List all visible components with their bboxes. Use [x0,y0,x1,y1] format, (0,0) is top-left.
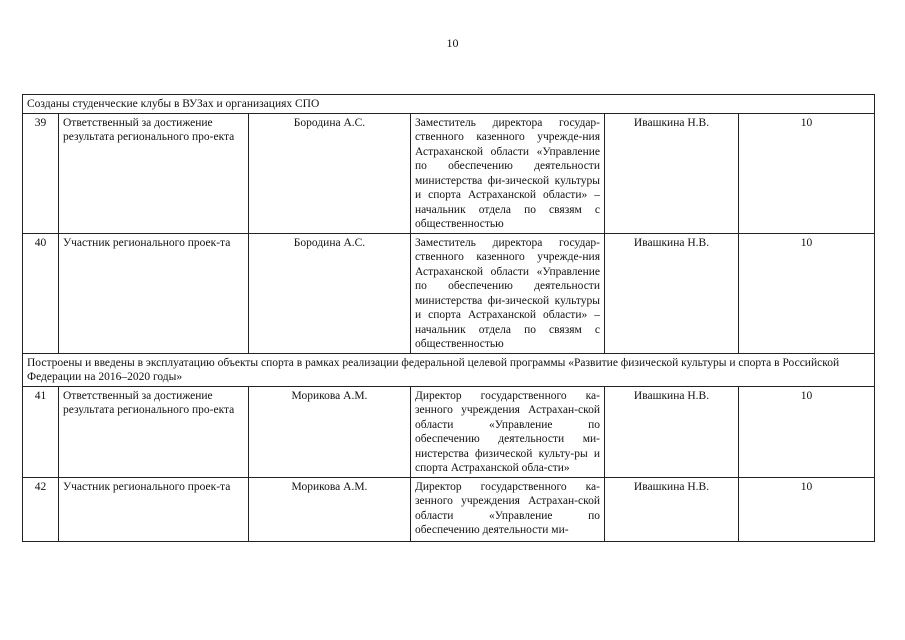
participant-role: Участник регионального проек-та [59,477,249,541]
participant-position: Заместитель директора государ-ственного казенного учрежде-ния Астраханской области «Управление по обеспечению деятельности министерства фи-зической культуры и спорта Астраханской области» – начальник отдела по связям с общественностью [411,113,605,233]
participant-position-text: Директор государственного ка-зенного учреждения Астрахан-ской области «Управление по обеспечению деятельности ми- [415,480,600,536]
direct-supervisor: Ивашкина Н.В. [605,113,739,233]
participant-name: Морикова А.М. [249,477,411,541]
participant-role: Участник регионального проек-та [59,233,249,353]
section-header-row [23,353,875,386]
section-title: Созданы студенческие клубы в ВУЗах и организациях СПО [23,95,875,114]
direct-supervisor: Ивашкина Н.В. [605,233,739,353]
participant-role: Ответственный за достижение результата регионального про-екта [59,113,249,233]
participant-role: Ответственный за достижение результата регионального про-екта [59,386,249,477]
workload-percent: 10 [739,477,875,541]
table-row [23,113,875,233]
row-number: 41 [23,386,59,477]
project-participants-table [22,94,875,542]
table-row [23,386,875,477]
table-row [23,233,875,353]
participant-name: Бородина А.С. [249,233,411,353]
participant-name: Бородина А.С. [249,113,411,233]
workload-percent: 10 [739,113,875,233]
page-number: 10 [446,36,459,50]
row-number: 40 [23,233,59,353]
section-title: Построены и введены в эксплуатацию объекты спорта в рамках реализации федеральной целевой программы «Развитие физической культуры и спорта в Российской Федерации на 2016–2020 годы» [23,353,875,386]
participant-position: Заместитель директора государ-ственного казенного учрежде-ния Астраханской области «Управление по обеспечению деятельности министерства фи-зической культуры и спорта Астраханской области» – начальник отдела по связям с общественностью [411,233,605,353]
participant-name: Морикова А.М. [249,386,411,477]
row-number: 39 [23,113,59,233]
workload-percent: 10 [739,233,875,353]
direct-supervisor: Ивашкина Н.В. [605,477,739,541]
workload-percent: 10 [739,386,875,477]
table-row [23,477,875,541]
section-header-row [23,95,875,114]
participant-position: Директор государственного ка-зенного учреждения Астрахан-ской области «Управление по обеспечению деятельности ми-нистерства физической культу-ры и спорта Астраханской обла-сти» [411,386,605,477]
participant-position [411,477,605,541]
direct-supervisor: Ивашкина Н.В. [605,386,739,477]
row-number: 42 [23,477,59,541]
